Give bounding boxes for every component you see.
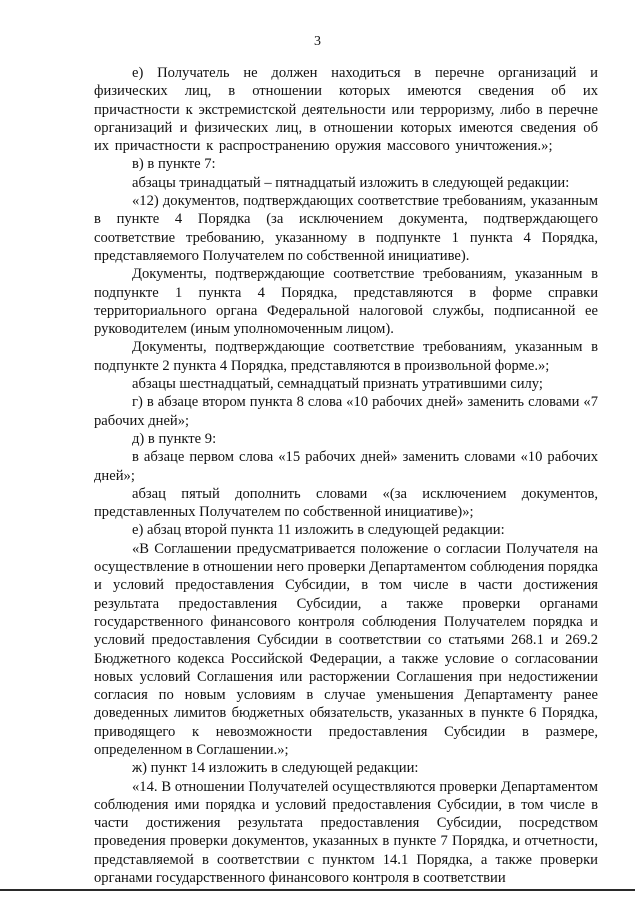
paragraph: г) в абзаце втором пункта 8 слова «10 рабочих дней» заменить словами «7 рабочих дней»;: [94, 394, 598, 429]
paragraph: в) в пункте 7:: [132, 156, 216, 173]
paragraph: «14. В отношении Получателей осуществляются проверки Департаментом соблюдения ими порядка и условий предоставления Субсидии, в том числе в части достижения результата предоставления Субсидии, посредством проведения проверки документов, указанных в пункте 7 Порядка, и отчетности, представляемой в соответствии с пунктом 14.1 Порядка, а также проверки органами государственного финансового контроля в соответствии: [94, 778, 598, 887]
paragraph: «В Соглашении предусматривается положение о согласии Получателя на осуществление в отношении него проверки Департаментом соблюдения порядка и условий предоставления Субсидии, в том числе в части достижения результата предоставления Субсидии, а также проверки органами государственного финансового контроля соблюдения Получателем порядка и условий предоставления Субсидии в соответствии со статьями 268.1 и 269.2 Бюджетного кодекса Российской Федерации, а также условие о согласовании новых условий Соглашения или расторжении Соглашения при недостижении согласия по новым условиям в случае уменьшения Департаменту ранее доведенных лимитов бюджетных обязательств, указанных в пункте 6 Порядка, приводящего к невозможности предоставления Субсидии в размере, определенном в Соглашении.»;: [94, 540, 598, 758]
paragraph: абзацы тринадцатый – пятнадцатый изложить в следующей редакции:: [132, 174, 570, 191]
page-number: 3: [314, 34, 321, 49]
paragraph: абзацы шестнадцатый, семнадцатый признать утратившими силу;: [132, 376, 543, 393]
document-body: [94, 64, 598, 887]
paragraph: «12) документов, подтверждающих соответствие требованиям, указанным в пункте 4 Порядка (за исключением документа, подтверждающего соответствие требованию, указанному в подпункте 1 пункта 4 Порядка, представляемого Получателем по собственной инициативе).: [94, 193, 598, 264]
paragraph: в абзаце первом слова «15 рабочих дней» заменить словами «10 рабочих дней»;: [94, 449, 598, 484]
paragraph: е) абзац второй пункта 11 изложить в следующей редакции:: [132, 522, 505, 539]
paragraph: Документы, подтверждающие соответствие требованиям, указанным в подпункте 1 пункта 4 Порядка, представляются в форме справки территориального органа Федеральной налоговой службы, подписанной ее руководителем (иным уполномоченным лицом).: [94, 266, 598, 338]
paragraph: д) в пункте 9:: [132, 430, 217, 447]
page-bottom-edge: [0, 889, 635, 891]
paragraph: е) Получатель не должен находиться в перечне организаций и физических лиц, в отношении которых имеются сведения об их причастности к экстремистской деятельности или терроризму, либо в перечне организаций и физических лиц, в отношении которых имеются сведения об их причастности к распространению оружия массового уничтожения.»;: [94, 65, 598, 155]
paragraph: Документы, подтверждающие соответствие требованиям, указанным в подпункте 2 пункта 4 Порядка, представляются в произвольной форме.»;: [94, 339, 598, 374]
paragraph: абзац пятый дополнить словами «(за исключением документов, представленных Получателем по собственной инициативе)»;: [94, 485, 598, 521]
paragraph: ж) пункт 14 изложить в следующей редакции:: [132, 760, 419, 777]
